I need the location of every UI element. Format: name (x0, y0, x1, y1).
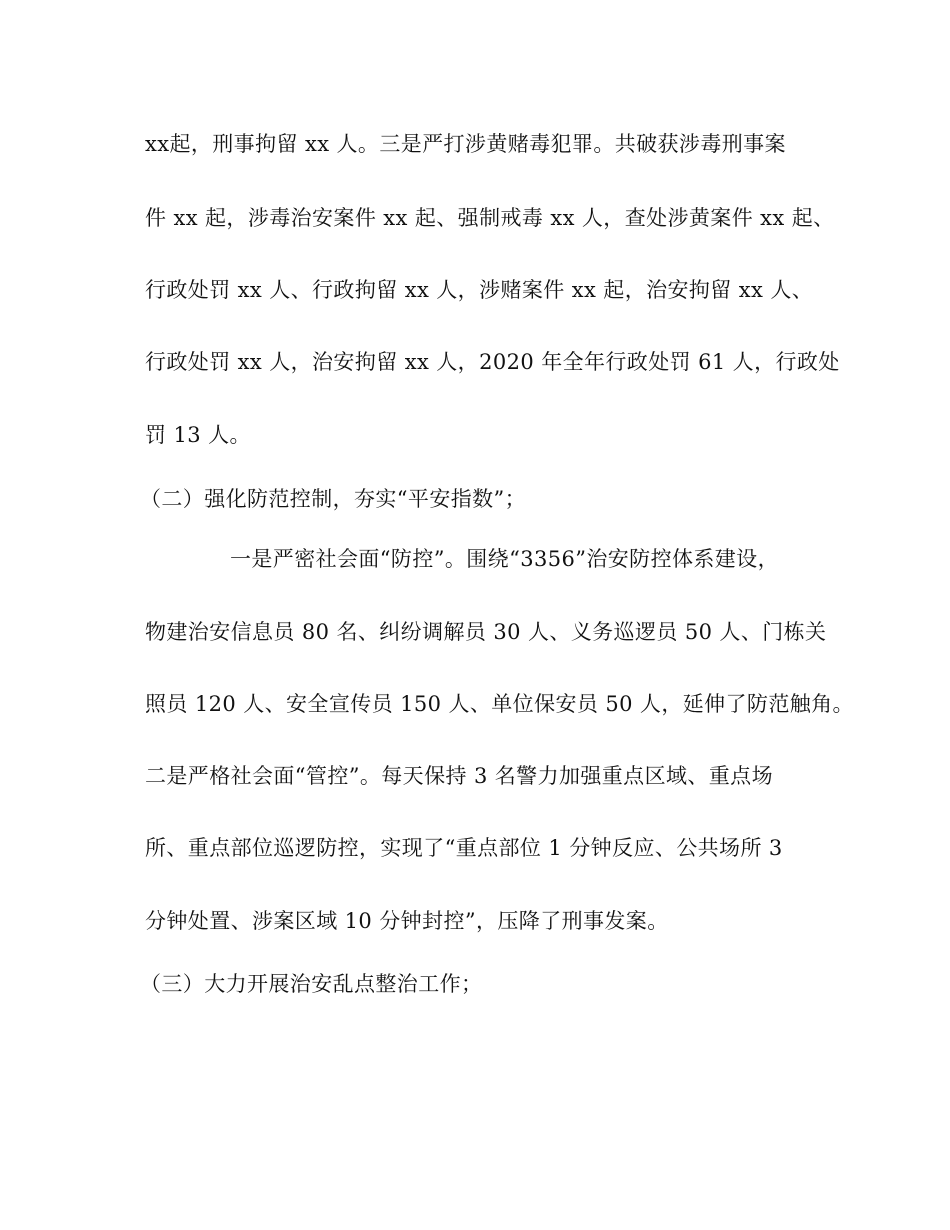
paragraph-line: 分钟处置、涉案区域 10 分钟封控”，压降了刑事发案。 (145, 909, 669, 933)
paragraph-line: 行政处罚 xx 人、行政拘留 xx 人，涉赌案件 xx 起，治安拘留 xx 人、 (145, 278, 814, 302)
paragraph-line: xx起，刑事拘留 xx 人。三是严打涉黄赌毒犯罪。共破获涉毒刑事案 (145, 132, 786, 156)
paragraph-line: 所、重点部位巡逻防控，实现了“重点部位 1 分钟反应、公共场所 3 (145, 836, 783, 860)
paragraph-line: 件 xx 起，涉毒治安案件 xx 起、强制戒毒 xx 人，查处涉黄案件 xx 起、 (145, 206, 835, 230)
paragraph-line: 二是严格社会面“管控”。每天保持 3 名警力加强重点区域、重点场 (145, 764, 773, 788)
section-heading: （三）大力开展治安乱点整治工作； (140, 972, 483, 996)
paragraph-line: 罚 13 人。 (145, 423, 251, 447)
paragraph-line: 照员 120 人、安全宣传员 150 人、单位保安员 50 人，延伸了防范触角。 (145, 692, 854, 716)
section-heading: （二）强化防范控制，夯实“平安指数”； (140, 487, 527, 511)
paragraph-line: 物建治安信息员 80 名、纠纷调解员 30 人、义务巡逻员 50 人、门栋关 (145, 620, 827, 644)
paragraph-line: 一是严密社会面“防控”。围绕“3356”治安防控体系建设， (230, 547, 779, 571)
paragraph-line: 行政处罚 xx 人，治安拘留 xx 人，2020 年全年行政处罚 61 人，行政处 (145, 350, 840, 374)
